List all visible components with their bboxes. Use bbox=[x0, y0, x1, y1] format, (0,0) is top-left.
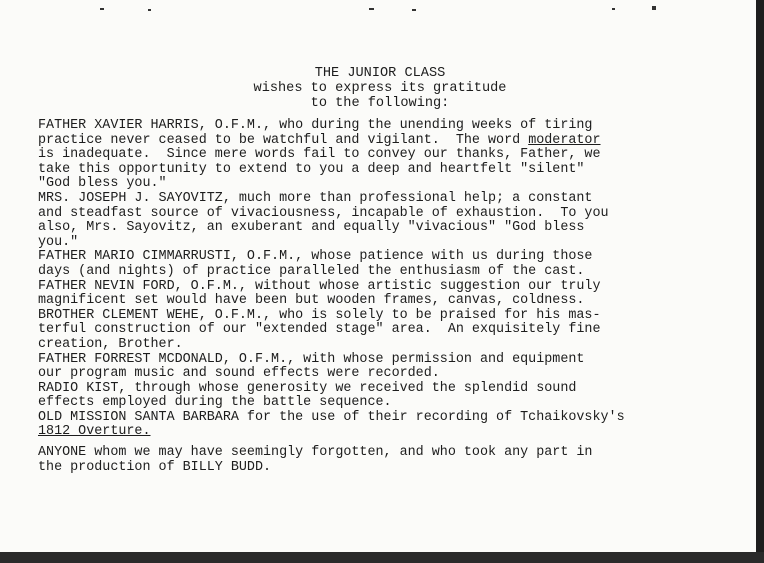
text-line: ANYONE whom we may have seemingly forgotten, and who took any part in bbox=[38, 445, 593, 461]
text-line: FATHER MARIO CIMMARRUSTI, O.F.M., whose patience with us during those bbox=[38, 249, 593, 265]
text-line: magnificent set would have been but wooden frames, canvas, coldness. bbox=[38, 293, 585, 309]
scan-speck bbox=[148, 9, 151, 11]
underlined-word: moderator bbox=[528, 132, 601, 148]
scan-speck bbox=[369, 8, 374, 10]
heading-title: THE JUNIOR CLASS bbox=[314, 66, 446, 81]
text-line: "God bless you." bbox=[38, 176, 167, 192]
text-line: terful construction of our "extended stage" area. An exquisitely fine bbox=[38, 322, 601, 338]
text-segment: practice never ceased to be watchful and vigilant. The word bbox=[38, 132, 529, 148]
text-line: RADIO KIST, through whose generosity we received the splendid sound bbox=[38, 380, 577, 396]
heading-subtitle: wishes to express its gratitude bbox=[253, 80, 507, 96]
document-heading bbox=[0, 67, 760, 111]
text-line: our program music and sound effects were recorded. bbox=[38, 366, 440, 382]
acknowledgement-body bbox=[38, 119, 758, 475]
text-line: you." bbox=[38, 234, 79, 250]
text-line: take this opportunity to extend to you a deep and heartfelt "silent" bbox=[38, 161, 585, 177]
text-line: also, Mrs. Sayovitz, an exuberant and equally "vivacious" "God bless bbox=[38, 220, 585, 236]
scan-speck bbox=[100, 8, 104, 10]
text-line: effects employed during the battle sequence. bbox=[38, 395, 392, 411]
text-line: is inadequate. Since mere words fail to convey our thanks, Father, we bbox=[38, 147, 601, 163]
heading-subtitle-2: to the following: bbox=[310, 95, 450, 111]
text-line: days (and nights) of practice paralleled the enthusiasm of the cast. bbox=[38, 263, 585, 279]
text-line-moderator bbox=[38, 134, 758, 149]
text-line-overture: 1812 Overture. bbox=[38, 424, 151, 440]
scan-speck bbox=[652, 6, 656, 10]
text-line: MRS. JOSEPH J. SAYOVITZ, much more than professional help; a constant bbox=[38, 190, 593, 206]
text-line: the production of BILLY BUDD. bbox=[38, 459, 272, 475]
text-line: creation, Brother. bbox=[38, 336, 183, 352]
text-line: FATHER NEVIN FORD, O.F.M., without whose artistic suggestion our truly bbox=[38, 278, 601, 294]
text-line: OLD MISSION SANTA BARBARA for the use of their recording of Tchaikovsky's bbox=[38, 409, 625, 425]
scan-speck bbox=[612, 8, 615, 10]
text-line: FATHER XAVIER HARRIS, O.F.M., who during the unending weeks of tiring bbox=[38, 118, 593, 133]
text-line: and steadfast source of vivaciousness, incapable of exhaustion. To you bbox=[38, 205, 609, 221]
text-line: BROTHER CLEMENT WEHE, O.F.M., who is solely to be praised for his mas- bbox=[38, 307, 601, 323]
scan-bottom-border bbox=[0, 552, 764, 563]
text-line: FATHER FORREST MCDONALD, O.F.M., with whose permission and equipment bbox=[38, 351, 585, 367]
scan-speck bbox=[412, 9, 416, 11]
